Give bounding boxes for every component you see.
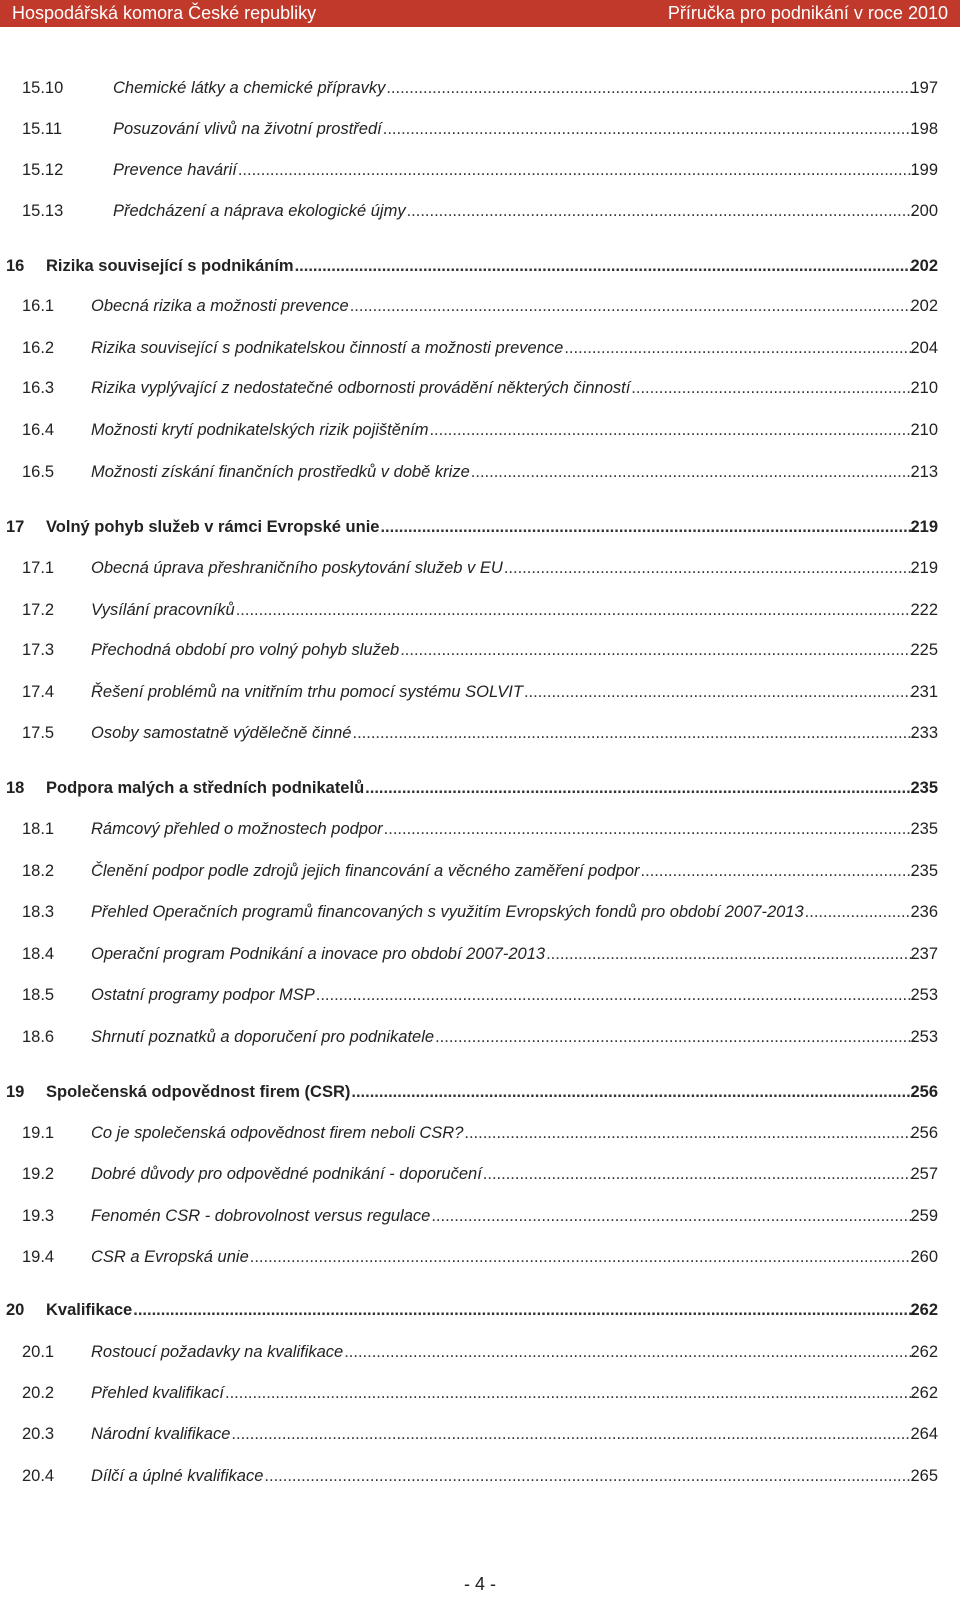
toc-entry-number: 16.4 <box>22 421 55 439</box>
toc-dot-leader <box>231 1421 915 1447</box>
toc-page-number: 235 <box>910 862 938 880</box>
toc-dot-leader <box>504 555 915 581</box>
toc-entry-title: Dílčí a úplné kvalifikace <box>91 1467 264 1485</box>
toc-entry-title: Operační program Podnikání a inovace pro období 2007-2013 <box>91 945 546 963</box>
toc-entry-title: Řešení problémů na vnitřním trhu pomocí systému SOLVIT <box>91 683 523 701</box>
toc-section-row[interactable] <box>0 198 960 224</box>
toc-dot-leader <box>641 858 915 884</box>
toc-page-number: 262 <box>910 1384 938 1402</box>
toc-page-number: 213 <box>910 463 938 481</box>
toc-page-number: 219 <box>910 518 938 536</box>
toc-entry-number: 19.3 <box>22 1207 55 1225</box>
toc-page-number: 198 <box>910 120 938 138</box>
toc-section-row[interactable] <box>0 816 960 842</box>
toc-entry-title: Členění podpor podle zdrojů jejich financování a věcného zaměření podpor <box>91 862 640 880</box>
toc-page-number: 210 <box>910 421 938 439</box>
toc-entry-number: 18.2 <box>22 862 55 880</box>
toc-page-number: 259 <box>910 1207 938 1225</box>
toc-page-number: 202 <box>910 297 938 315</box>
toc-dot-leader <box>352 720 915 746</box>
toc-section-row[interactable] <box>0 637 960 663</box>
toc-entry-title: Rizika vyplývající z nedostatečné odbornosti provádění některých činností <box>91 379 631 397</box>
toc-entry-number: 16 <box>6 257 25 275</box>
toc-chapter-row[interactable] <box>0 253 960 279</box>
toc-page-number: 256 <box>910 1124 938 1142</box>
toc-page-number: 202 <box>910 257 938 275</box>
toc-section-row[interactable] <box>0 157 960 183</box>
toc-dot-leader <box>546 941 915 967</box>
toc-dot-leader <box>483 1161 915 1187</box>
toc-entry-title: Předcházení a náprava ekologické újmy <box>113 202 406 220</box>
toc-entry-number: 18.6 <box>22 1028 55 1046</box>
toc-entry-title: Prevence havárií <box>113 161 237 179</box>
toc-page-number: 237 <box>910 945 938 963</box>
toc-entry-title: Rizika související s podnikáním <box>46 257 294 275</box>
toc-section-row[interactable] <box>0 459 960 485</box>
toc-section-row[interactable] <box>0 720 960 746</box>
toc-dot-leader <box>264 1463 915 1489</box>
toc-dot-leader <box>316 982 915 1008</box>
toc-section-row[interactable] <box>0 1120 960 1146</box>
toc-entry-number: 16.5 <box>22 463 55 481</box>
toc-entry-title: Společenská odpovědnost firem (CSR) <box>46 1083 351 1101</box>
toc-section-row[interactable] <box>0 941 960 967</box>
toc-page-number: 260 <box>910 1248 938 1266</box>
toc-entry-title: Dobré důvody pro odpovědné podnikání - doporučení <box>91 1165 482 1183</box>
toc-chapter-row[interactable] <box>0 775 960 801</box>
toc-entry-title: Možnosti krytí podnikatelských rizik pojištěním <box>91 421 429 439</box>
toc-section-row[interactable] <box>0 116 960 142</box>
toc-entry-number: 18.3 <box>22 903 55 921</box>
toc-page-number: 235 <box>910 779 938 797</box>
toc-section-row[interactable] <box>0 858 960 884</box>
toc-entry-number: 20.1 <box>22 1343 55 1361</box>
toc-entry-title: Rámcový přehled o možnostech podpor <box>91 820 383 838</box>
toc-entry-number: 16.2 <box>22 339 55 357</box>
toc-entry-number: 17.1 <box>22 559 55 577</box>
toc-dot-leader <box>471 459 915 485</box>
toc-dot-leader <box>225 1380 915 1406</box>
toc-page-number: 200 <box>910 202 938 220</box>
toc-entry-title: Co je společenská odpovědnost firem neboli CSR? <box>91 1124 464 1142</box>
toc-page-number: 253 <box>910 1028 938 1046</box>
toc-dot-leader <box>250 1244 915 1270</box>
toc-section-row[interactable] <box>0 899 960 925</box>
toc-dot-leader <box>380 514 915 540</box>
toc-entry-title: Podpora malých a středních podnikatelů <box>46 779 365 797</box>
toc-section-row[interactable] <box>0 375 960 401</box>
toc-entry-number: 20.3 <box>22 1425 55 1443</box>
toc-page-number: 256 <box>910 1083 938 1101</box>
toc-entry-number: 18.1 <box>22 820 55 838</box>
toc-entry-title: Přechodná období pro volný pohyb služeb <box>91 641 400 659</box>
toc-page-number: 197 <box>910 79 938 97</box>
toc-entry-number: 18 <box>6 779 25 797</box>
toc-page-number: 262 <box>910 1343 938 1361</box>
toc-dot-leader <box>564 335 915 361</box>
toc-page-number: 233 <box>910 724 938 742</box>
toc-page-number: 225 <box>910 641 938 659</box>
toc-chapter-row[interactable] <box>0 1297 960 1323</box>
toc-dot-leader <box>407 198 915 224</box>
toc-entry-title: Obecná úprava přeshraničního poskytování služeb v EU <box>91 559 503 577</box>
toc-section-row[interactable] <box>0 555 960 581</box>
toc-section-row[interactable] <box>0 1463 960 1489</box>
toc-dot-leader <box>350 293 915 319</box>
toc-dot-leader <box>429 417 915 443</box>
toc-entry-title: Volný pohyb služeb v rámci Evropské unie <box>46 518 380 536</box>
toc-entry-title: Možnosti získání finančních prostředků v době krize <box>91 463 470 481</box>
toc-page-number: 257 <box>910 1165 938 1183</box>
toc-entry-title: CSR a Evropská unie <box>91 1248 249 1266</box>
toc-entry-number: 17.3 <box>22 641 55 659</box>
toc-section-row[interactable] <box>0 335 960 361</box>
header-right-text: Příručka pro podnikání v roce 2010 <box>667 3 948 23</box>
toc-entry-number: 16.1 <box>22 297 55 315</box>
toc-dot-leader <box>386 75 915 101</box>
toc-entry-title: Shrnutí poznatků a doporučení pro podnikatele <box>91 1028 435 1046</box>
toc-entry-number: 18.5 <box>22 986 55 1004</box>
toc-entry-number: 18.4 <box>22 945 55 963</box>
toc-page-number: 204 <box>910 339 938 357</box>
toc-entry-number: 20.4 <box>22 1467 55 1485</box>
toc-entry-number: 19.2 <box>22 1165 55 1183</box>
toc-dot-leader <box>383 116 915 142</box>
toc-entry-title: Obecná rizika a možnosti prevence <box>91 297 349 315</box>
toc-page-number: 253 <box>910 986 938 1004</box>
toc-entry-number: 17.4 <box>22 683 55 701</box>
toc-entry-title: Kvalifikace <box>46 1301 133 1319</box>
toc-dot-leader <box>524 679 915 705</box>
toc-entry-number: 19.1 <box>22 1124 55 1142</box>
toc-dot-leader <box>400 637 915 663</box>
toc-entry-title: Ostatní programy podpor MSP <box>91 986 315 1004</box>
toc-entry-number: 20 <box>6 1301 25 1319</box>
toc-dot-leader <box>344 1339 915 1365</box>
toc-entry-title: Chemické látky a chemické přípravky <box>113 79 386 97</box>
toc-entry-number: 16.3 <box>22 379 55 397</box>
toc-page-number: 219 <box>910 559 938 577</box>
toc-entry-number: 15.13 <box>22 202 64 220</box>
toc-entry-number: 19.4 <box>22 1248 55 1266</box>
toc-chapter-row[interactable] <box>0 1079 960 1105</box>
toc-page-number: 222 <box>910 601 938 619</box>
toc-dot-leader <box>464 1120 915 1146</box>
toc-chapter-row[interactable] <box>0 514 960 540</box>
toc-page-number: 231 <box>910 683 938 701</box>
toc-page-number: 265 <box>910 1467 938 1485</box>
toc-section-row[interactable] <box>0 293 960 319</box>
toc-dot-leader <box>631 375 915 401</box>
toc-entry-title: Osoby samostatně výdělečně činné <box>91 724 352 742</box>
toc-dot-leader <box>238 157 915 183</box>
toc-section-row[interactable] <box>0 1161 960 1187</box>
toc-dot-leader <box>384 816 915 842</box>
toc-entry-title: Rizika související s podnikatelskou činností a možnosti prevence <box>91 339 564 357</box>
toc-page-number: 235 <box>910 820 938 838</box>
toc-section-row[interactable] <box>0 982 960 1008</box>
toc-entry-number: 17.2 <box>22 601 55 619</box>
toc-dot-leader <box>365 775 915 801</box>
toc-page-number: 236 <box>910 903 938 921</box>
toc-section-row[interactable] <box>0 1244 960 1270</box>
toc-section-row[interactable] <box>0 679 960 705</box>
toc-page-number: 262 <box>910 1301 938 1319</box>
header-left-text: Hospodářská komora České republiky <box>12 3 317 23</box>
toc-section-row[interactable] <box>0 597 960 623</box>
toc-entry-title: Fenomén CSR - dobrovolnost versus regulace <box>91 1207 431 1225</box>
toc-section-row[interactable] <box>0 1024 960 1050</box>
toc-dot-leader <box>133 1297 915 1323</box>
toc-entry-title: Vysílání pracovníků <box>91 601 235 619</box>
toc-entry-number: 20.2 <box>22 1384 55 1402</box>
toc-dot-leader <box>295 253 915 279</box>
toc-dot-leader <box>805 899 915 925</box>
toc-entry-number: 15.12 <box>22 161 64 179</box>
toc-section-row[interactable] <box>0 1203 960 1229</box>
toc-page-number: 199 <box>910 161 938 179</box>
toc-entry-number: 19 <box>6 1083 25 1101</box>
page-number: - 4 - <box>463 1574 496 1594</box>
toc-entry-number: 17.5 <box>22 724 55 742</box>
toc-entry-title: Přehled kvalifikací <box>91 1384 224 1402</box>
toc-section-row[interactable] <box>0 1339 960 1365</box>
toc-page-number: 264 <box>910 1425 938 1443</box>
toc-dot-leader <box>236 597 915 623</box>
toc-dot-leader <box>435 1024 915 1050</box>
toc-dot-leader <box>431 1203 915 1229</box>
toc-page-number: 210 <box>910 379 938 397</box>
toc-entry-title: Posuzování vlivů na životní prostředí <box>113 120 382 138</box>
toc-entry-title: Přehled Operačních programů financovaných s využitím Evropských fondů pro období 2007-2013 <box>91 903 804 921</box>
toc-entry-number: 15.10 <box>22 79 64 97</box>
toc-section-row[interactable] <box>0 1421 960 1447</box>
toc-section-row[interactable] <box>0 75 960 101</box>
toc-section-row[interactable] <box>0 1380 960 1406</box>
toc-entry-title: Rostoucí požadavky na kvalifikace <box>91 1343 344 1361</box>
toc-dot-leader <box>351 1079 915 1105</box>
toc-entry-number: 15.11 <box>22 120 63 138</box>
toc-section-row[interactable] <box>0 417 960 443</box>
toc-entry-number: 17 <box>6 518 25 536</box>
toc-entry-title: Národní kvalifikace <box>91 1425 231 1443</box>
